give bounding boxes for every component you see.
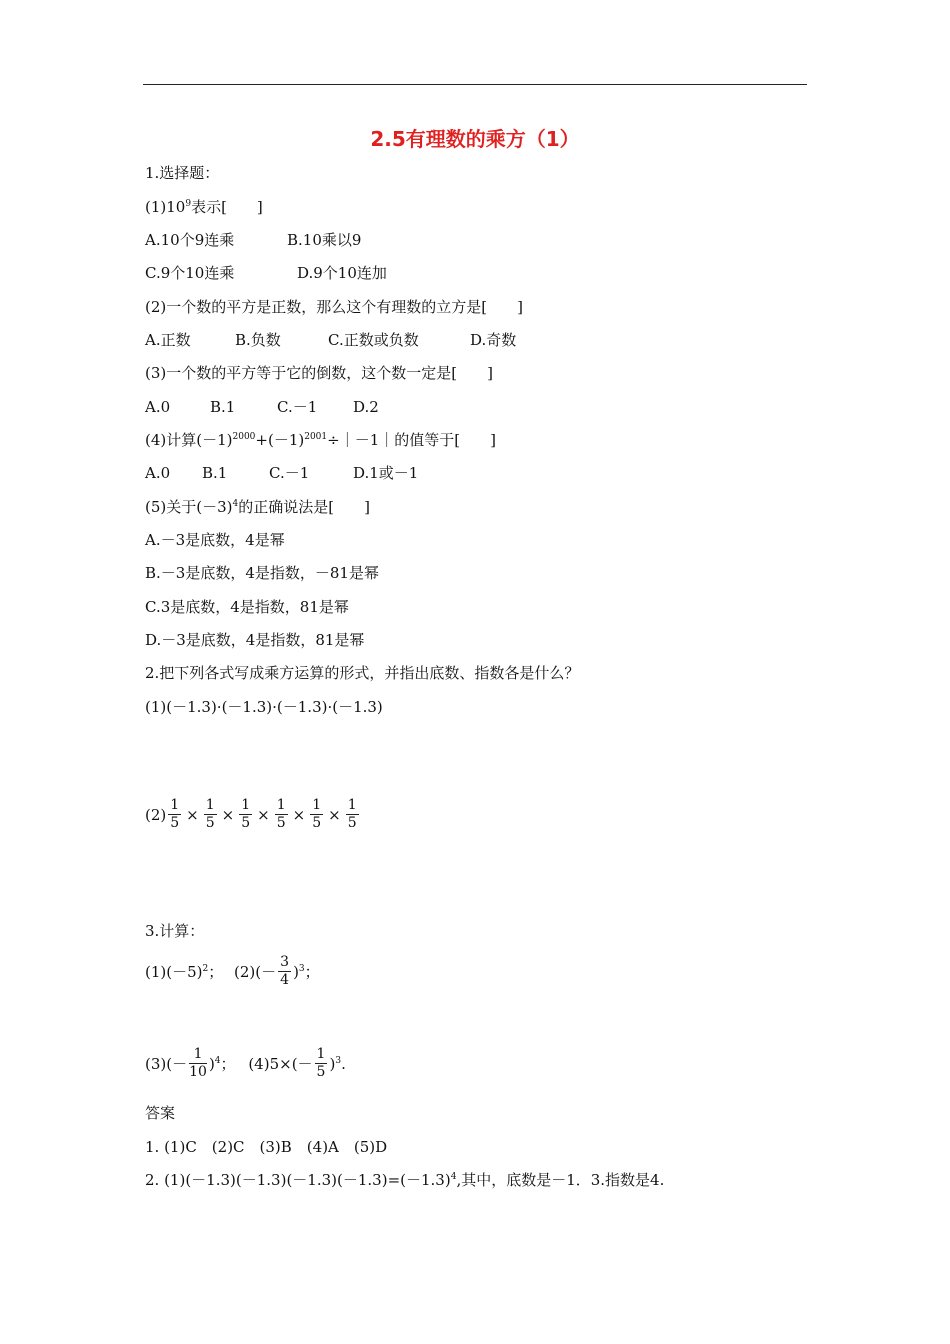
q3-heading: 3.计算： <box>145 922 205 940</box>
q1-p2-options <box>145 330 516 350</box>
q1-p5-option-a: A.－3是底数，4是幂 <box>145 531 285 549</box>
option-b: B.10乘以9 <box>287 231 362 249</box>
numerator: 1 <box>241 797 251 813</box>
q1-p2-stem: (2)一个数的平方是正数，那么这个有理数的立方是[ ] <box>145 298 523 316</box>
denominator: 5 <box>312 815 322 831</box>
q1-p5-t1: (5)关于(－3) <box>145 498 233 516</box>
q3-p2-label: (2)(－ <box>234 963 277 981</box>
q1-p3-stem: (3)一个数的平方等于它的倒数，这个数一定是[ ] <box>145 364 493 382</box>
q3-p4-end: . <box>341 1054 346 1073</box>
option-b: B.负数 <box>235 331 281 349</box>
q3-p3-end: ； <box>220 1055 236 1073</box>
option-a: A.正数 <box>145 331 191 349</box>
q1-p4-t3: ÷｜－1｜的值等于[ ] <box>327 431 496 449</box>
denominator: 5 <box>316 1064 326 1080</box>
numerator: 1 <box>316 1046 326 1062</box>
q2-heading: 2.把下列各式写成乘方运算的形式，并指出底数、指数各是什么？ <box>145 664 580 682</box>
q3-p1-label: (1)(－5) <box>145 963 203 981</box>
option-d: D.9个10连加 <box>297 264 387 282</box>
q1-p3-options <box>145 397 379 417</box>
option-b: B.1 <box>210 398 236 416</box>
fraction <box>346 797 359 832</box>
numerator: 1 <box>189 1046 207 1064</box>
q3-p2-tail <box>293 961 320 982</box>
numerator: 1 <box>312 797 322 813</box>
fraction <box>168 797 181 832</box>
q2-p2 <box>145 797 361 832</box>
q3-p3-close: ) <box>208 1055 215 1073</box>
q1-p1-pre: (1)10 <box>145 198 186 216</box>
q1-p1-options-ab <box>145 230 361 250</box>
q3-p1-sup: 2 <box>202 964 209 974</box>
times-sign: × <box>328 805 341 824</box>
fraction <box>315 1046 328 1081</box>
q3-p3-label: (3)(－ <box>145 1055 188 1073</box>
q3-row1 <box>145 954 320 989</box>
option-c: C.－1 <box>277 398 318 416</box>
q3-p2-close: ) <box>293 963 299 981</box>
option-a: A.0 <box>145 398 171 416</box>
fraction <box>204 797 217 832</box>
q3-p4-close: ) <box>329 1054 336 1073</box>
q1-p5-stem <box>145 497 370 517</box>
q3-row2 <box>145 1046 346 1081</box>
times-sign: × <box>186 805 199 824</box>
q3-p3-sup: 4 <box>214 1056 221 1066</box>
fraction <box>275 797 288 832</box>
fraction <box>278 954 291 989</box>
q1-p1-sup: 9 <box>185 199 192 209</box>
q1-p4-s2: 2001 <box>304 432 328 442</box>
denominator: 5 <box>347 815 357 831</box>
q1-p5-s1: 4 <box>232 499 239 509</box>
q3-p2-sup: 3 <box>298 964 305 974</box>
q1-p4-stem <box>145 430 496 450</box>
q1-p5-t2: 的正确说法是[ ] <box>238 498 370 516</box>
times-sign: × <box>221 805 235 824</box>
numerator: 1 <box>205 797 215 813</box>
q3-p1-sep: ； <box>208 963 224 981</box>
numerator: 1 <box>347 797 357 813</box>
option-d: D.1或－1 <box>353 464 419 482</box>
q1-p1-stem <box>145 197 263 217</box>
denominator: 5 <box>276 815 286 831</box>
q1-p4-t1: (4)计算(－1) <box>145 431 233 449</box>
answers-heading: 答案 <box>145 1104 176 1122</box>
numerator: 3 <box>280 954 290 970</box>
q3-p4-tail <box>329 1055 345 1073</box>
option-d: D.奇数 <box>470 331 517 349</box>
numerator: 1 <box>170 797 180 813</box>
q1-p5-option-b: B.－3是底数，4是指数，－81是幂 <box>145 564 379 582</box>
option-d: D.2 <box>353 398 379 416</box>
q3-p3-tail <box>209 1053 236 1074</box>
q1-p1-options-cd <box>145 263 387 283</box>
q1-p1-post: 表示[ ] <box>191 198 263 216</box>
fraction <box>239 797 252 832</box>
answer-2 <box>145 1170 664 1190</box>
option-b: B.1 <box>202 464 228 482</box>
denominator: 4 <box>280 972 290 988</box>
q1-p4-t2: +(－1) <box>255 431 305 449</box>
fraction <box>189 1046 207 1081</box>
denominator: 5 <box>241 815 251 831</box>
option-c: C.－1 <box>269 464 310 482</box>
denominator: 5 <box>205 815 215 831</box>
q2-p1: (1)(－1.3)·(－1.3)·(－1.3)·(－1.3) <box>145 698 383 716</box>
answer-1: 1. (1)C (2)C (3)B (4)A (5)D <box>145 1138 388 1156</box>
q1-p4-s1: 2000 <box>232 432 256 442</box>
q1-p5-option-c: C.3是底数，4是指数，81是幂 <box>145 598 349 616</box>
numerator: 1 <box>276 797 286 813</box>
answer-2-pre: 2. (1)(－1.3)(－1.3)(－1.3)(－1.3)=(－1.3) <box>145 1171 451 1189</box>
q3-p1 <box>145 961 223 982</box>
answer-2-sup: 4 <box>450 1172 457 1182</box>
fraction <box>310 797 323 832</box>
q2-p2-label: (2) <box>145 805 167 824</box>
denominator: 10 <box>189 1064 207 1080</box>
option-a: A.0 <box>145 464 171 482</box>
q3-p4-label: (4)5×(－ <box>248 1055 313 1073</box>
times-sign: × <box>292 805 306 824</box>
denominator: 5 <box>170 815 180 831</box>
times-sign: × <box>257 805 270 824</box>
option-c: C.正数或负数 <box>328 331 419 349</box>
q1-p4-options <box>145 463 418 483</box>
q1-heading: 1.选择题： <box>145 164 220 182</box>
header-rule <box>143 84 807 85</box>
page-title: 2.5有理数的乘方（1） <box>370 127 580 151</box>
option-a: A.10个9连乘 <box>145 231 235 249</box>
q3-p2-end: ； <box>304 963 320 981</box>
option-c: C.9个10连乘 <box>145 264 235 282</box>
answer-2-post: ,其中，底数是－1．3.指数是4. <box>456 1171 665 1189</box>
q1-p5-option-d: D.－3是底数，4是指数，81是幂 <box>145 631 365 649</box>
q3-p4-sup: 3 <box>335 1055 342 1066</box>
